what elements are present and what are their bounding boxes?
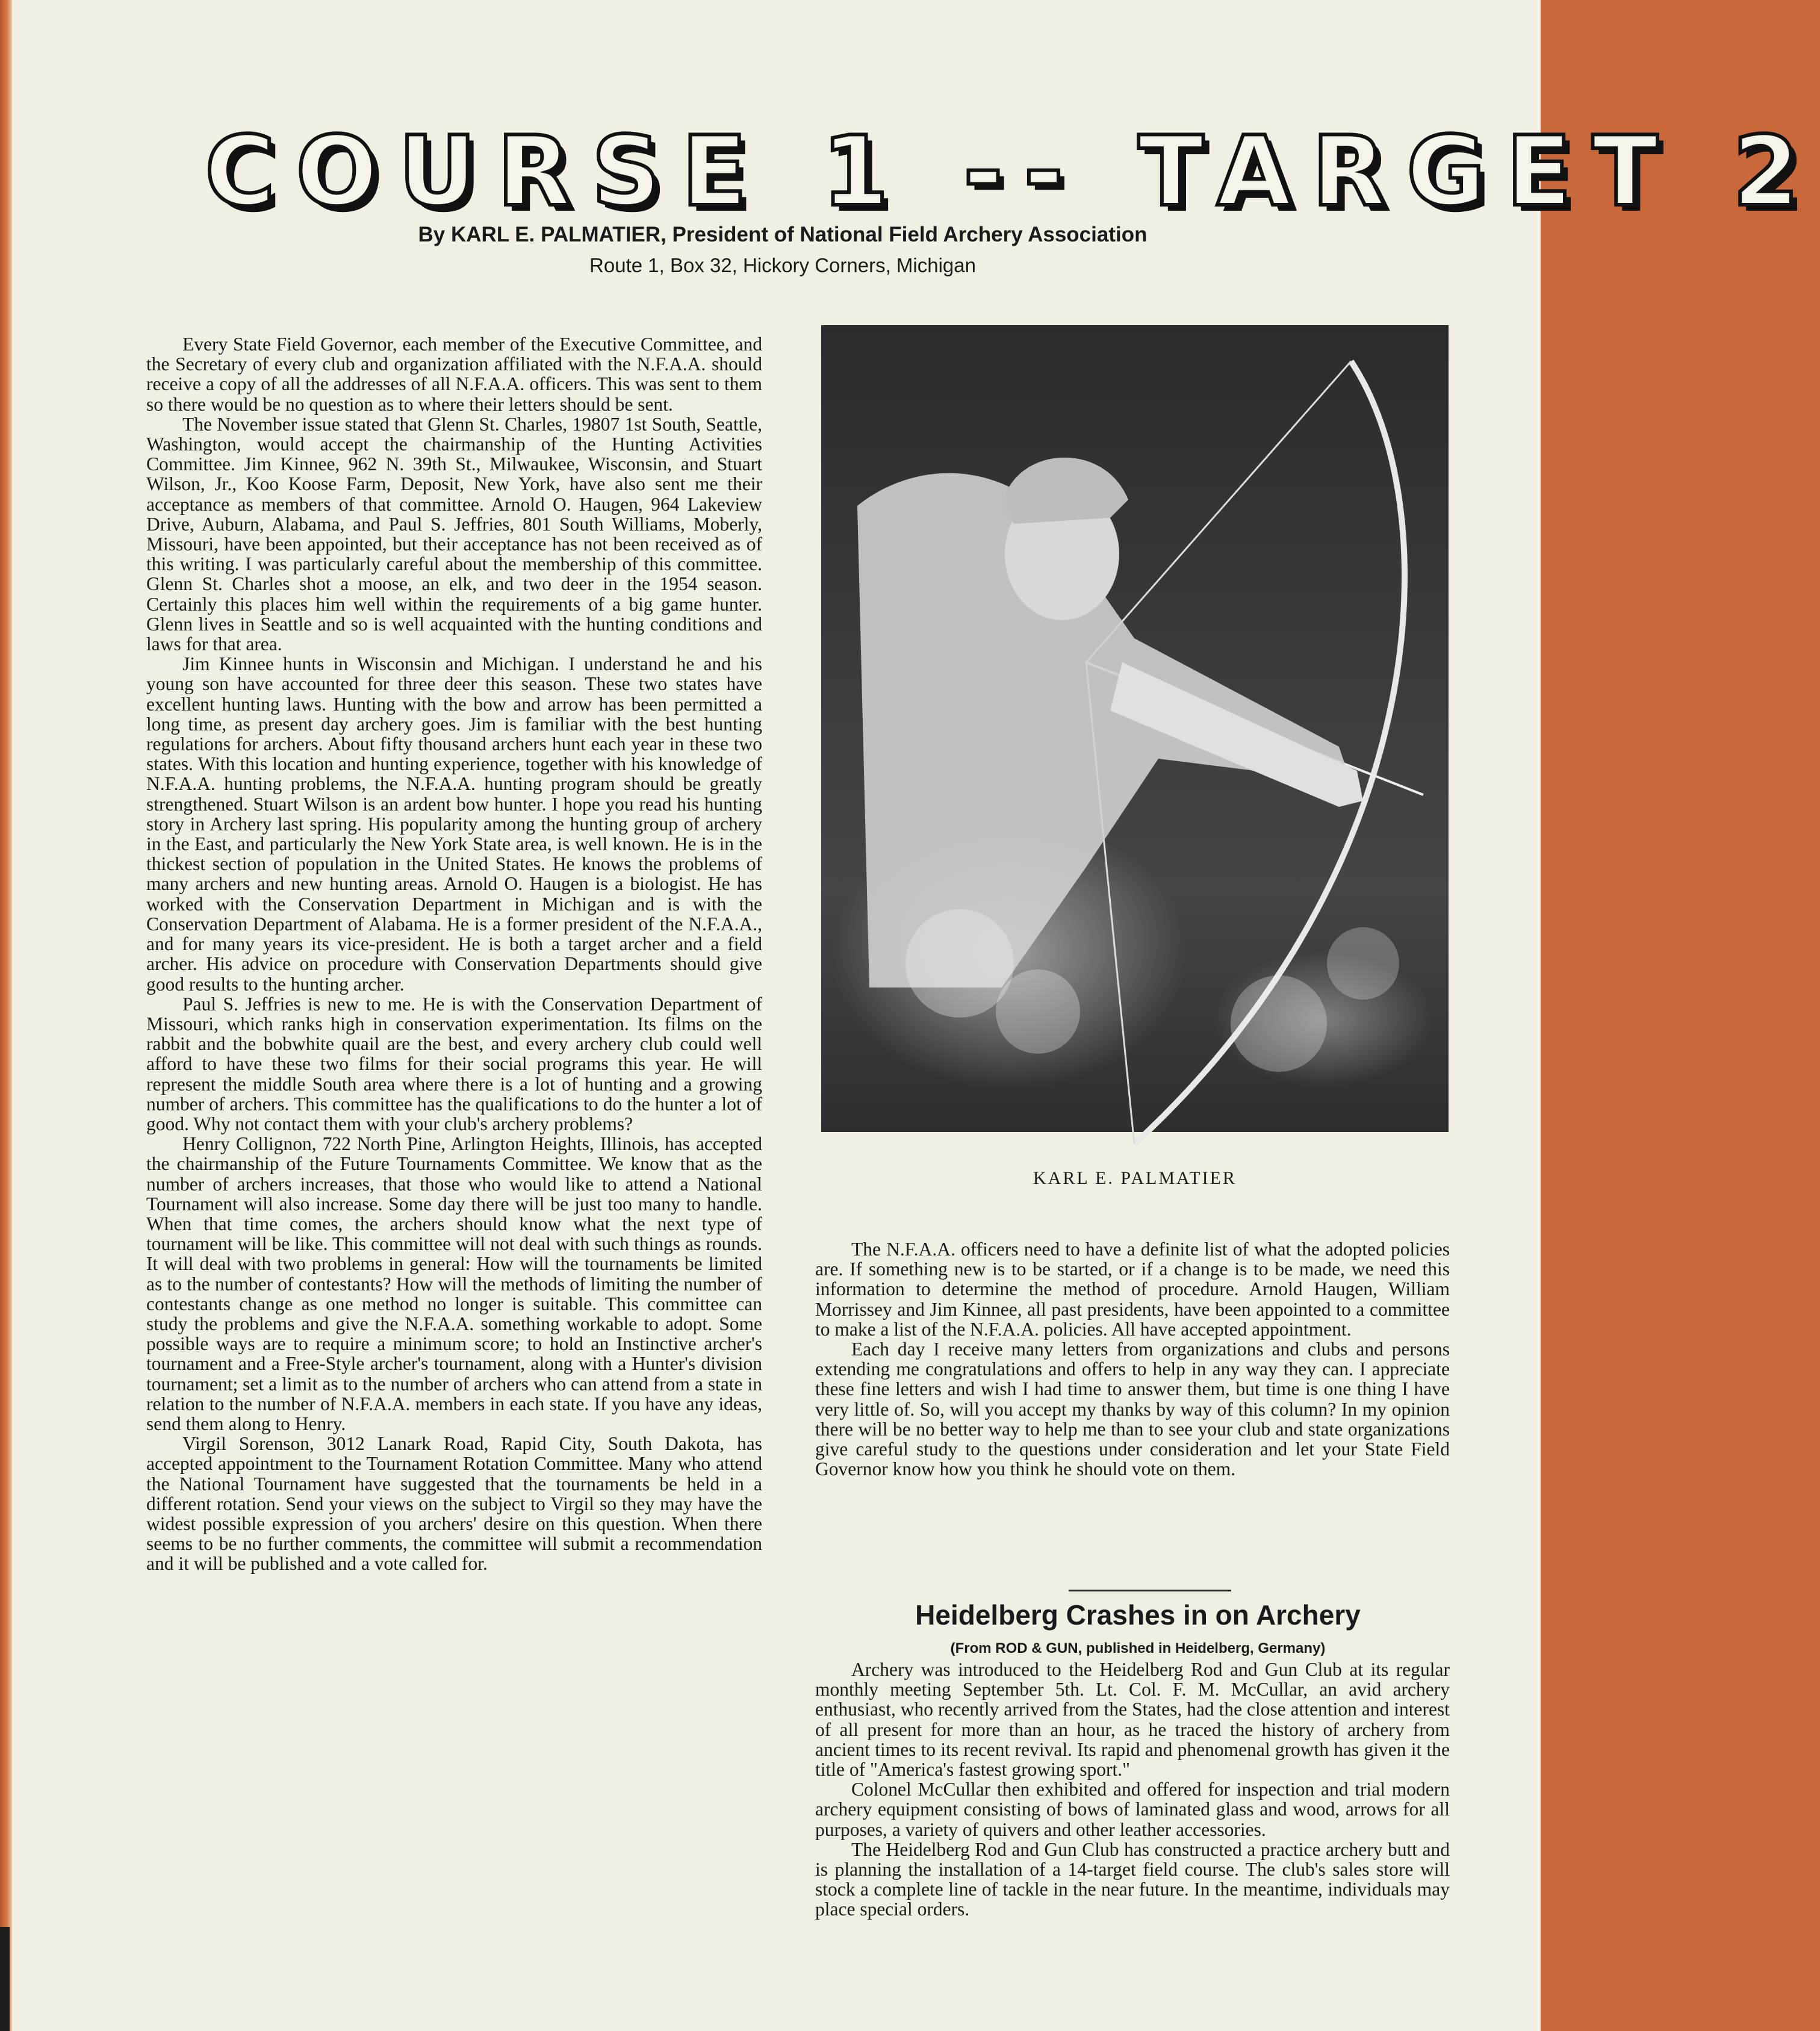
left-paragraph-4: Paul S. Jeffries is new to me. He is with the Conservation Department of Missouri, which ranks high in conservation experimentation. Its films on the rabbit and the bobwhite quail are the best, and every archery club could well afford to have these two films for their social programs this year. He will represent the middle South area where there is a lot of hunting and a growing number of archers. This committee has the qualifications to do the hunter a lot of good. Why not contact them with your club's archery problems? bbox=[146, 993, 762, 1134]
left-paragraph-6: Virgil Sorenson, 3012 Lanark Road, Rapid City, South Dakota, has accepted appointment to the Tournament Rotation Committee. Many who attend the National Tournament have suggested that the tournaments be held in a different rotation. Send your views on the subject to Virgil so they may have the widest possible expression of you archers' desire on this question. When there seems to be no further comments, the committee will submit a recommendation and it will be published and a vote called for. bbox=[146, 1433, 762, 1575]
left-paragraph-5: Henry Collignon, 722 North Pine, Arlington Heights, Illinois, has accepted the chairmanship of the Future Tournaments Committee. We know that as the number of archers increases, that those who would like to attend a National Tournament will also increase. Some day there will be just too many to handle. When that time comes, the archers should know what the next type of tournament will be like. This committee will not deal with such things as rounds. It will deal with two problems in general: How will the tournaments be limited as to the number of contestants? How will the methods of limiting the number of contestants change as one method no longer is suitable. This committee can study the problems and give the N.F.A.A. something workable to adopt. Some possible ways are to require a minimum score; to hold an Instinctive archer's tournament and a Free-Style archer's tournament, along with a Hunter's division tournament; set a limit as to the number of archers who can attend from a state in relation to the number of N.F.A.A. members in each state. If you have any ideas, send them along to Henry. bbox=[146, 1133, 762, 1434]
author-byline: By KARL E. PALMATIER, President of National Field Archery Association bbox=[418, 223, 1148, 246]
archer-illustration bbox=[821, 325, 1449, 1132]
section-divider bbox=[1069, 1590, 1231, 1591]
author-address: Route 1, Box 32, Hickory Corners, Michigan bbox=[589, 254, 976, 276]
left-column bbox=[146, 334, 762, 1574]
binding-shadow bbox=[0, 1927, 10, 2031]
article-headline: Heidelberg Crashes in on Archery bbox=[915, 1599, 1361, 1631]
left-paragraph-1: Every State Field Governor, each member of the Executive Committee, and the Secretary of every club and organization affiliated with the N.F.A.A. should receive a copy of all the addresses of all N.F.A.A. officers. This was sent to them so there would be no question as to where their letters should be sent. bbox=[146, 334, 762, 415]
article-source: (From ROD & GUN, published in Heidelberg, Germany) bbox=[950, 1640, 1326, 1656]
left-paragraph-2: The November issue stated that Glenn St. Charles, 19807 1st South, Seattle, Washington, would accept the chairmanship of the Hunting Activities Committee. Jim Kinnee, 962 N. 39th St., Milwaukee, Wisconsin, and Stuart Wilson, Jr., Koo Koose Farm, Deposit, New York, have also sent me their acceptance as members of that committee. Arnold O. Haugen, 964 Lakeview Drive, Auburn, Alabama, and Paul S. Jeffries, 801 South Williams, Moberly, Missouri, have been appointed, but their acceptance has not been received as of this writing. I was particularly careful about the membership of this committee. Glenn St. Charles shot a moose, an elk, and two deer in the 1954 season. Certainly this places him well within the requirements of a big game hunter. Glenn lives in Seattle and so is well acquainted with the hunting conditions and laws for that area. bbox=[146, 413, 762, 655]
left-paragraph-3: Jim Kinnee hunts in Wisconsin and Michigan. I understand he and his young son have accounted for three deer this season. These two states have excellent hunting laws. Hunting with the bow and arrow has been permitted a long time, as present day archery goes. Jim is familiar with the best hunting regulations for archers. About fifty thousand archers hunt each year in these two states. With this location and hunting experience, together with his knowledge of N.F.A.A. hunting problems, the N.F.A.A. hunting program should be greatly strengthened. Stuart Wilson is an ardent bow hunter. I hope you read his hunting story in Archery last spring. His popularity among the hunting group of archery in the East, and particularly the New York State area, is well known. He is in the thickest section of population in the United States. He knows the problems of many archers and new hunting areas. Arnold O. Haugen is a biologist. He has worked with the Conservation Department in Michigan and is with the Conservation Department of Alabama. He is a former president of the N.F.A.A., and for many years its vice-president. He is both a target archer and a field archer. His advice on procedure with Conservation Departments should give good results to the hunting archer. bbox=[146, 653, 762, 995]
right-column bbox=[815, 1239, 1450, 1479]
photo-caption: KARL E. PALMATIER bbox=[1033, 1168, 1237, 1188]
archer-photo bbox=[821, 325, 1449, 1132]
article-paragraph-2: Colonel McCullar then exhibited and offered for inspection and trial modern archery equipment consisting of bows of laminated glass and wood, arrows for all purposes, a variety of quivers and other leather accessories. bbox=[815, 1779, 1450, 1840]
article-paragraph-1: Archery was introduced to the Heidelberg Rod and Gun Club at its regular monthly meeting September 5th. Lt. Col. F. M. McCullar, an avid archery enthusiast, who recently arrived from the States, had the close attention and interest of all present for more than an hour, as he traced the history of archery from ancient times to its recent revival. Its rapid and phenomenal growth has given it the title of "America's fastest growing sport." bbox=[815, 1659, 1450, 1781]
page-title: COURSE 1 -- TARGET 2 bbox=[205, 115, 1820, 228]
right-paragraph-1: The N.F.A.A. officers need to have a definite list of what the adopted policies are. If something new is to be started, or if a change is to be made, we need this information to determine the method of procedure. Arnold Haugen, William Morrissey and Jim Kinnee, all past presidents, have been appointed to a committee to make a list of the N.F.A.A. policies. All have accepted appointment. bbox=[815, 1239, 1450, 1340]
article-paragraph-3: The Heidelberg Rod and Gun Club has constructed a practice archery butt and is planning the installation of a 14-target field course. The club's sales store will stock a complete line of tackle in the near future. In the meantime, individuals may place special orders. bbox=[815, 1838, 1450, 1920]
article-body bbox=[815, 1659, 1450, 1920]
page-binding-edge bbox=[0, 0, 12, 2031]
right-paragraph-2: Each day I receive many letters from organizations and clubs and persons extending me congratulations and offers to help in any way they can. I appreciate these fine letters and wish I had time to answer them, but time is one thing I have very little of. So, will you accept my thanks by way of this column? In my opinion there will be no better way to help me than to see your club and state organizations give careful study to the questions under consideration and let your State Field Governor know how you think he should vote on them. bbox=[815, 1339, 1450, 1480]
